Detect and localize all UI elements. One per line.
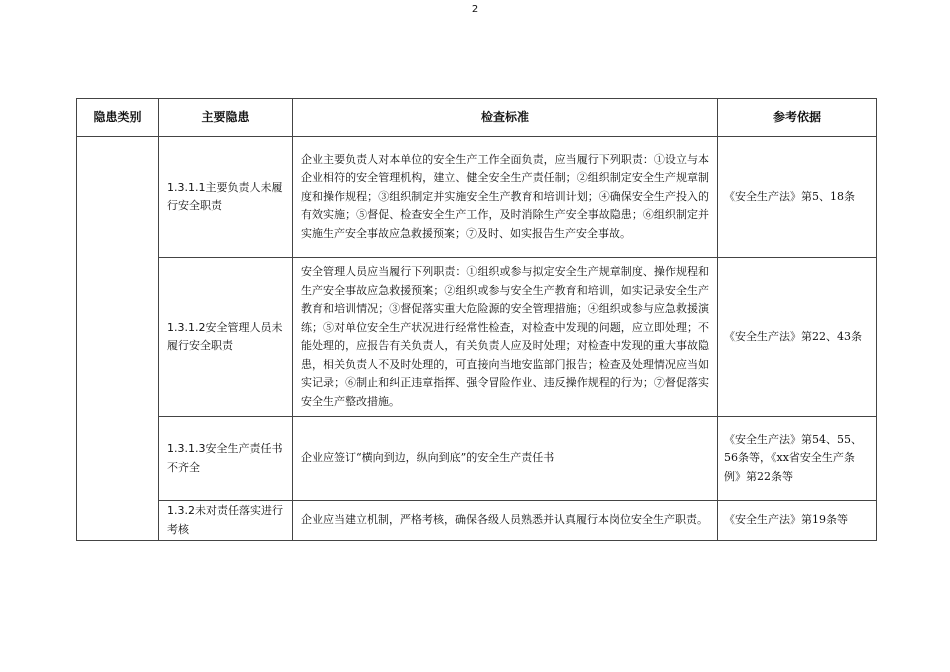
hazard-cell: 1.3.1.1主要负责人未履行安全职责 bbox=[159, 137, 293, 258]
header-basis: 参考依据 bbox=[718, 99, 877, 137]
standard-cell: 企业应当建立机制，严格考核，确保各级人员熟悉并认真履行本岗位安全生产职责。 bbox=[293, 501, 718, 541]
table-row bbox=[77, 258, 877, 417]
page-number: 2 bbox=[471, 4, 479, 15]
hazard-cell: 1.3.2未对责任落实进行考核 bbox=[159, 501, 293, 541]
table-row bbox=[77, 501, 877, 541]
table-row bbox=[77, 417, 877, 501]
basis-cell: 《安全生产法》第54、55、56条等，《xx省安全生产条例》第22条等 bbox=[718, 417, 877, 501]
table-header-row bbox=[77, 99, 877, 137]
table-row bbox=[77, 137, 877, 258]
standard-cell: 企业应签订“横向到边，纵向到底”的安全生产责任书 bbox=[293, 417, 718, 501]
header-hazard: 主要隐患 bbox=[159, 99, 293, 137]
basis-cell: 《安全生产法》第22、43条 bbox=[718, 258, 877, 417]
basis-cell: 《安全生产法》第5、18条 bbox=[718, 137, 877, 258]
category-cell bbox=[77, 137, 159, 541]
standard-cell: 企业主要负责人对本单位的安全生产工作全面负责，应当履行下列职责：①设立与本企业相符的安全管理机构，建立、健全安全生产责任制；②组织制定安全生产规章制度和操作规程；③组织制定并实施安全生产教育和培训计划；④确保安全生产投入的有效实施；⑤督促、检查安全生产工作，及时消除生产安全事故隐患；⑥组织制定并实施生产安全事故应急救援预案；⑦及时、如实报告生产安全事故。 bbox=[293, 137, 718, 258]
basis-cell: 《安全生产法》第19条等 bbox=[718, 501, 877, 541]
header-category: 隐患类别 bbox=[77, 99, 159, 137]
header-standard: 检查标准 bbox=[293, 99, 718, 137]
hazard-cell: 1.3.1.2安全管理人员未履行安全职责 bbox=[159, 258, 293, 417]
standard-cell: 安全管理人员应当履行下列职责：①组织或参与拟定安全生产规章制度、操作规程和生产安全事故应急救援预案；②组织或参与安全生产教育和培训，如实记录安全生产教育和培训情况；③督促落实重大危险源的安全管理措施；④组织或参与应急救援演练；⑤对单位安全生产状况进行经常性检查，对检查中发现的问题，应立即处理；不能处理的，应报告有关负责人，有关负责人应及时处理；对检查中发现的重大事故隐患，相关负责人不及时处理的，可直接向当地安监部门报告；检查及处理情况应当如实记录；⑥制止和纠正违章指挥、强令冒险作业、违反操作规程的行为；⑦督促落实安全生产整改措施。 bbox=[293, 258, 718, 417]
hazard-inspection-table bbox=[76, 98, 877, 541]
hazard-cell: 1.3.1.3安全生产责任书不齐全 bbox=[159, 417, 293, 501]
